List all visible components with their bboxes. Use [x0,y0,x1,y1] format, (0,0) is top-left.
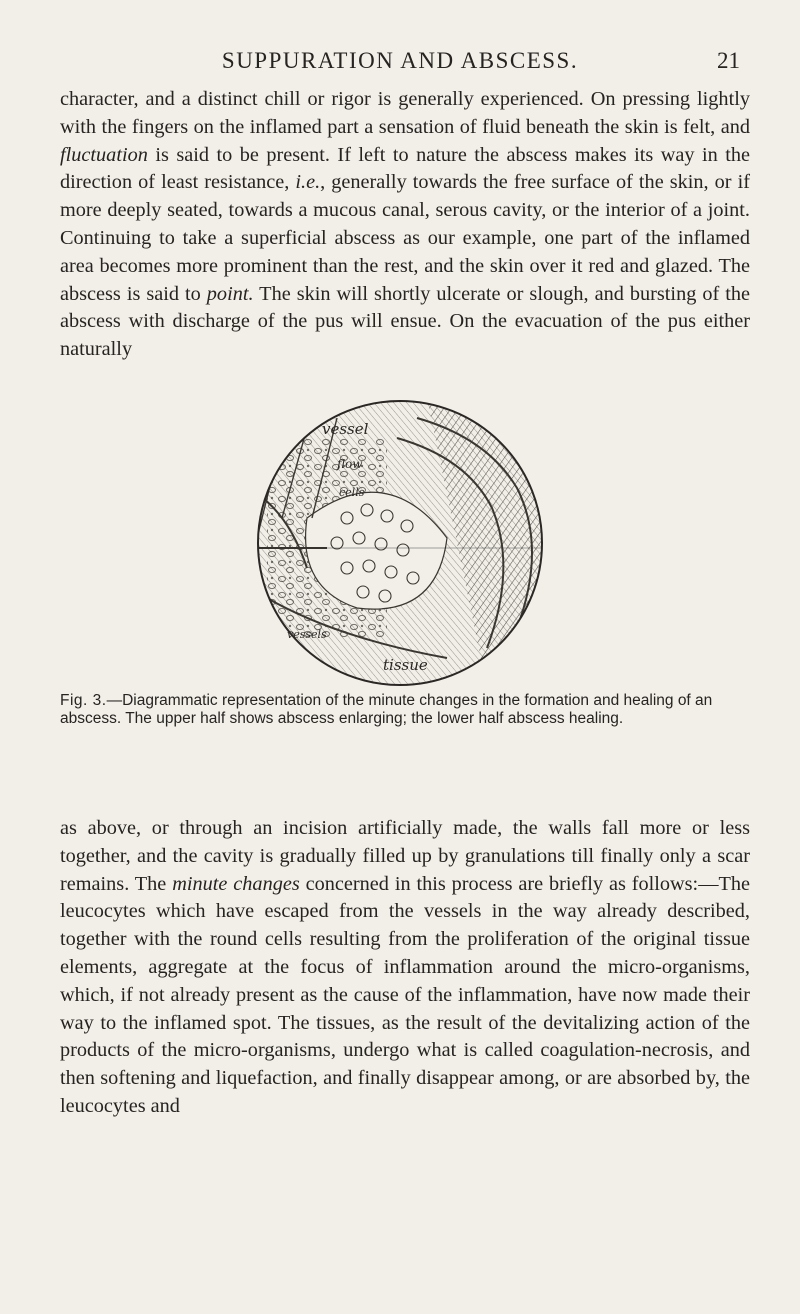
term-fluctuation: fluctuation [60,143,148,166]
paragraph-top-text-3: , generally towards the free surface of the skin, or if more deeply seated, towards a mucous canal, serous cavity, or the interior of a joint. Continuing to take a superficial abscess as our example, one part of the inflamed area becomes more prominent than the rest, and the skin over it red and glazed. The abscess is said to [60,171,750,305]
paragraph-bottom-text-2: concerned in this process are briefly as follows:—The leucocytes which have escaped from the vessels in the way already described, together with the round cells resulting from the proliferation of the original tissue elements, aggregate at the focus of inflammation around the micro-organisms, which, if not already present as the cause of the inflammation, have now made their way to the inflamed spot. The tissues, as the result of the devitalizing action of the products of the micro-organisms, undergo what is called coagulation-necrosis, and then softening and liquefaction, and finally disappear among, or are absorbed by, the leucocytes and [60,872,751,1117]
label-cells: cells [339,486,365,499]
figure-caption [60,692,750,728]
paragraph-bottom [60,815,750,1121]
label-vessel: vessel [322,420,369,438]
paragraph-bottom-text-1: as above, or through an incision artificially made, the walls fall more or less together, and the cavity is gradually filled up by granulations till finally only a scar remains. The [60,817,750,895]
page-number: 21 [717,48,740,73]
label-vessels: vessels [287,628,327,641]
abscess-diagram-drawing [187,398,613,688]
running-title: SUPPURATION AND ABSCESS. [221,48,579,73]
paragraph-top-text-4: The skin will shortly ulcerate or slough, and bursting of the abscess with discharge of the pus will ensue. On the evacuation of the pus either naturally [60,282,751,361]
term-point: point. [206,282,254,305]
label-tissue: tissue [383,656,428,674]
label-flow: flow [337,457,363,471]
running-head [60,48,740,78]
paragraph-top-text-1: character, and a distinct chill or rigor is generally experienced. On pressing lightly with the fingers on the inflamed part a sensation of fluid beneath the skin is felt, and [60,88,750,138]
term-ie: i.e. [295,171,321,194]
caption-text: —Diagrammatic representation of the minute changes in the formation and healing of an abscess. The upper half shows abscess enlarging; the lower half abscess healing. [60,692,713,727]
caption-label: Fig. 3. [60,692,107,709]
diagram-interior [227,398,613,688]
abscess-diagram [187,398,613,806]
paragraph-top-text-2: is said to be present. If left to nature the abscess makes its way in the direction of least resistance, [60,143,750,194]
paragraph-top [60,86,750,364]
term-minute-changes: minute changes [172,872,300,895]
